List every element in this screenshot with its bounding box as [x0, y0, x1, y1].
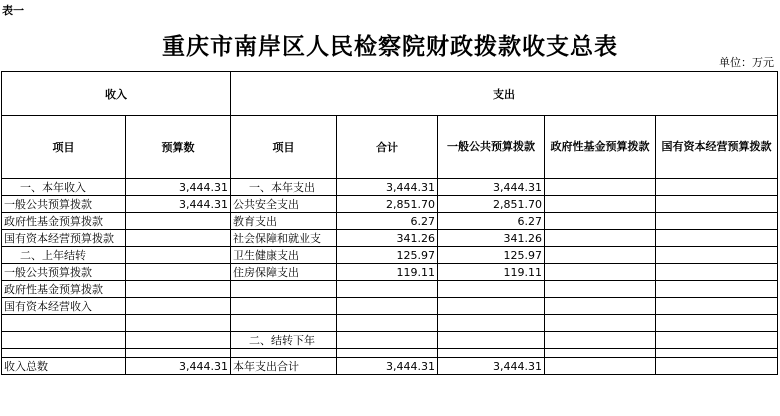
total-value: 2,851.70 — [337, 196, 438, 213]
expense-item: 一、本年支出 — [231, 179, 337, 196]
table-row — [2, 230, 778, 247]
general-value: 341.26 — [438, 230, 545, 247]
income-value — [126, 247, 231, 264]
column-header-row — [2, 116, 778, 179]
income-value — [126, 264, 231, 281]
income-item: 国有资本经营预算拨款 — [2, 230, 126, 247]
totals-row — [2, 358, 778, 375]
table-row — [2, 179, 778, 196]
total-value — [337, 281, 438, 298]
state-capital-value — [656, 281, 778, 298]
general-value: 119.11 — [438, 264, 545, 281]
state-capital-value — [656, 230, 778, 247]
gov-fund-value — [545, 264, 656, 281]
expense-total-label: 本年支出合计 — [231, 358, 337, 375]
table-row — [2, 264, 778, 281]
table-label: 表一 — [2, 4, 24, 17]
general-total-value: 3,444.31 — [438, 358, 545, 375]
gov-fund-value — [545, 281, 656, 298]
income-item-header: 项目 — [2, 116, 126, 179]
expense-item — [231, 298, 337, 315]
table-row — [2, 213, 778, 230]
expense-item: 教育支出 — [231, 213, 337, 230]
total-value: 125.97 — [337, 247, 438, 264]
unit-label: 单位：万元 — [719, 56, 774, 69]
income-value — [126, 281, 231, 298]
gov-fund-value — [545, 213, 656, 230]
table-row — [2, 281, 778, 298]
group-header-row — [2, 72, 778, 116]
expense-item: 公共安全支出 — [231, 196, 337, 213]
expense-item: 社会保障和就业支 — [231, 230, 337, 247]
income-total-label: 收入总数 — [2, 358, 126, 375]
income-budget-header: 预算数 — [126, 116, 231, 179]
general-value: 6.27 — [438, 213, 545, 230]
income-value — [126, 213, 231, 230]
state-capital-value — [656, 213, 778, 230]
total-value: 119.11 — [337, 264, 438, 281]
state-capital-value — [656, 264, 778, 281]
income-header: 收入 — [2, 72, 231, 116]
state-capital-value — [656, 179, 778, 196]
income-item: 国有资本经营收入 — [2, 298, 126, 315]
carry-forward-row — [2, 332, 778, 349]
general-budget-header: 一般公共预算拨款 — [438, 116, 545, 179]
total-header: 合计 — [337, 116, 438, 179]
gov-fund-value — [545, 298, 656, 315]
page-title: 重庆市南岸区人民检察院财政拨款收支总表 — [162, 34, 618, 60]
table-row — [2, 349, 778, 358]
total-value: 3,444.31 — [337, 179, 438, 196]
gov-fund-value — [545, 179, 656, 196]
expense-item: 住房保障支出 — [231, 264, 337, 281]
total-value — [337, 298, 438, 315]
table-row — [2, 247, 778, 264]
income-item: 一般公共预算拨款 — [2, 264, 126, 281]
income-item: 政府性基金预算拨款 — [2, 281, 126, 298]
state-capital-value — [656, 298, 778, 315]
income-item: 二、上年结转 — [2, 247, 126, 264]
table-row — [2, 315, 778, 332]
expense-header: 支出 — [231, 72, 778, 116]
income-value — [126, 230, 231, 247]
income-value — [126, 298, 231, 315]
state-capital-header: 国有资本经营预算拨款 — [656, 116, 778, 179]
income-item: 政府性基金预算拨款 — [2, 213, 126, 230]
income-item: 一、本年收入 — [2, 179, 126, 196]
income-value: 3,444.31 — [126, 196, 231, 213]
income-item: 一般公共预算拨款 — [2, 196, 126, 213]
budget-table — [1, 71, 778, 375]
gov-fund-value — [545, 196, 656, 213]
gov-fund-value — [545, 247, 656, 264]
state-capital-value — [656, 196, 778, 213]
table-row — [2, 196, 778, 213]
income-total-value: 3,444.31 — [126, 358, 231, 375]
carry-forward-item: 二、结转下年 — [231, 332, 337, 349]
expense-total-value: 3,444.31 — [337, 358, 438, 375]
general-value: 2,851.70 — [438, 196, 545, 213]
expense-item — [231, 281, 337, 298]
general-value — [438, 298, 545, 315]
general-value: 125.97 — [438, 247, 545, 264]
total-value: 6.27 — [337, 213, 438, 230]
total-value: 341.26 — [337, 230, 438, 247]
table-row — [2, 298, 778, 315]
general-value — [438, 281, 545, 298]
general-value: 3,444.31 — [438, 179, 545, 196]
expense-item-header: 项目 — [231, 116, 337, 179]
state-capital-value — [656, 247, 778, 264]
gov-fund-value — [545, 230, 656, 247]
income-value: 3,444.31 — [126, 179, 231, 196]
expense-item: 卫生健康支出 — [231, 247, 337, 264]
gov-fund-header: 政府性基金预算拨款 — [545, 116, 656, 179]
